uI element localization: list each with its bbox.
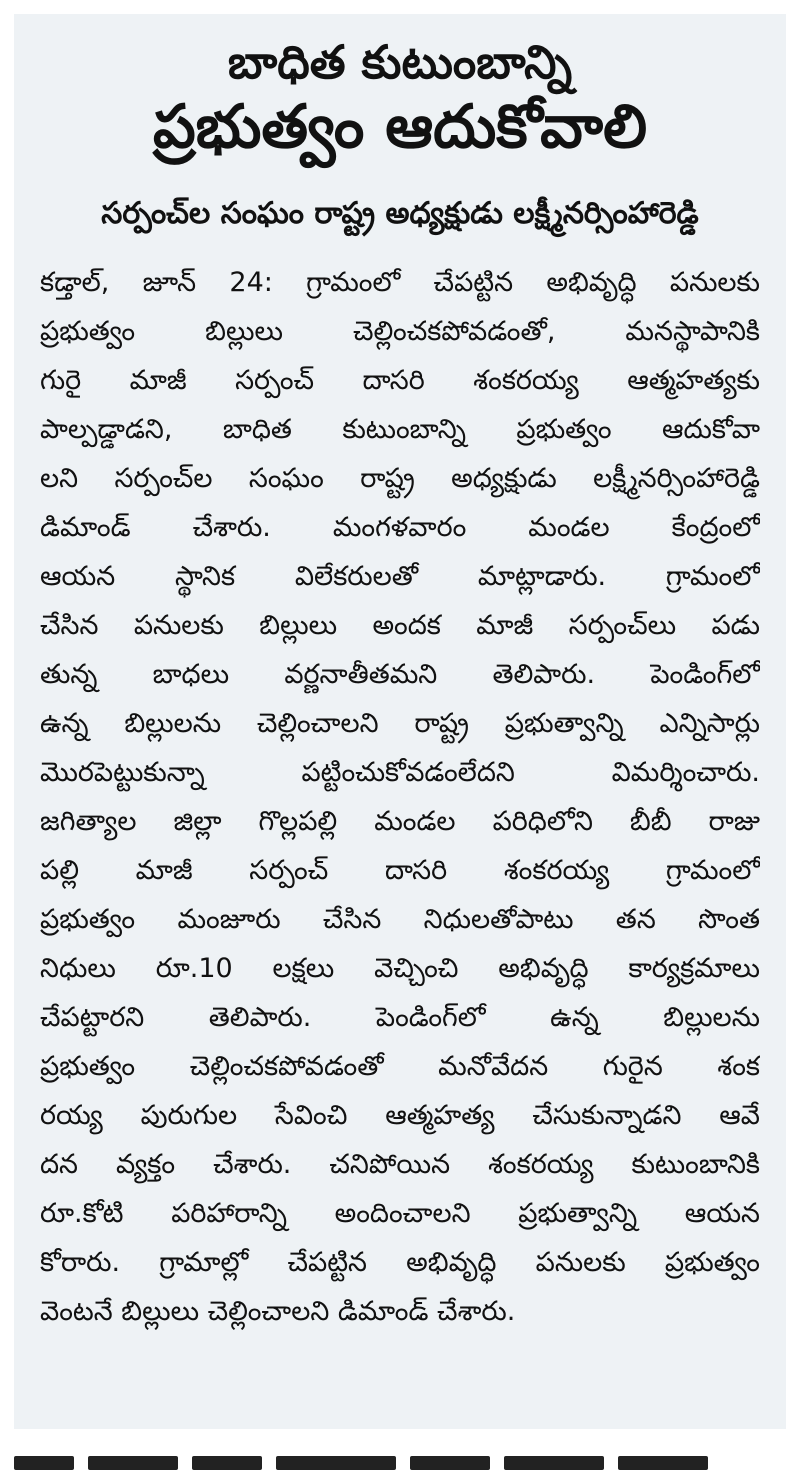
body-line: డిమాండ్ చేశారు. మంగళవారం మండల కేంద్రంలో [40, 511, 760, 543]
body-line: కోరారు. గ్రామాల్లో చేపట్టిన అభివృద్ధి పనులకు ప్రభుత్వం [40, 1246, 760, 1278]
newspaper-clipping [14, 14, 786, 1429]
next-article-cutoff [14, 1440, 786, 1470]
body-line: ప్రభుత్వం మంజూరు చేసిన నిధులతోపాటు తన సొంత [40, 903, 760, 935]
body-line: నిధులు రూ.10 లక్షలు వెచ్చించి అభివృద్ధి కార్యక్రమాలు [40, 952, 760, 984]
body-line: ఆయన స్థానిక విలేకరులతో మాట్లాడారు. గ్రామంలో [40, 560, 760, 592]
headline-line-2: ప్రభుత్వం ఆదుకోవాలి [152, 91, 648, 162]
body-line: కడ్తాల్, జూన్ 24: గ్రామంలో చేపట్టిన అభివృద్ధి పనులకు [40, 266, 760, 298]
body-line: ప్రభుత్వం బిల్లులు చెల్లించకపోవడంతో, మనస్థాపానికి [40, 315, 760, 347]
body-line: చేసిన పనులకు బిల్లులు అందక మాజీ సర్పంచ్‌లు పడు [40, 609, 760, 641]
body-line: పాల్పడ్డాడని, బాధిత కుటుంబాన్ని ప్రభుత్వం ఆదుకోవా [40, 413, 760, 445]
body-line: తున్న బాధలు వర్ణనాతీతమని తెలిపారు. పెండింగ్‌లో [40, 658, 760, 690]
body-line: పల్లి మాజీ సర్పంచ్ దాసరి శంకరయ్య గ్రామంలో [40, 854, 760, 886]
body-line: మొరపెట్టుకున్నా పట్టించుకోవడంలేదని విమర్శించారు. [40, 756, 760, 788]
body-line: జగిత్యాల జిల్లా గొల్లపల్లి మండల పరిధిలోని బీబీ రాజు [40, 805, 760, 837]
body-line: రయ్య పురుగుల సేవించి ఆత్మహత్య చేసుకున్నాడని ఆవే [40, 1099, 760, 1131]
headline-line-1: బాధిత కుటుంబాన్ని [227, 35, 573, 89]
body-line: రూ.కోటి పరిహారాన్ని అందించాలని ప్రభుత్వాన్ని ఆయన [40, 1197, 760, 1229]
body-line: ఉన్న బిల్లులను చెల్లించాలని రాష్ట్ర ప్రభుత్వాన్ని ఎన్నిసార్లు [40, 707, 760, 739]
body-line: దన వ్యక్తం చేశారు. చనిపోయిన శంకరయ్య కుటుంబానికి [40, 1148, 760, 1180]
body-line: ప్రభుత్వం చెల్లించకపోవడంతో మనోవేదన గురైన శంక [40, 1050, 760, 1082]
subheadline: సర్పంచ్‌ల సంఘం రాష్ట్ర అధ్యక్షుడు లక్ష్మీనర్సింహారెడ్డి [101, 195, 699, 231]
article-body [40, 258, 760, 1336]
body-line: వెంటనే బిల్లులు చెల్లించాలని డిమాండ్ చేశారు. [40, 1295, 516, 1327]
body-line: చేపట్టారని తెలిపారు. పెండింగ్‌లో ఉన్న బిల్లులను [40, 1001, 760, 1033]
body-line: లని సర్పంచ్‌ల సంఘం రాష్ట్ర అధ్యక్షుడు లక్ష్మీనర్సింహారెడ్డి [40, 462, 760, 494]
body-line: గురై మాజీ సర్పంచ్ దాసరి శంకరయ్య ఆత్మహత్యకు [40, 364, 760, 396]
